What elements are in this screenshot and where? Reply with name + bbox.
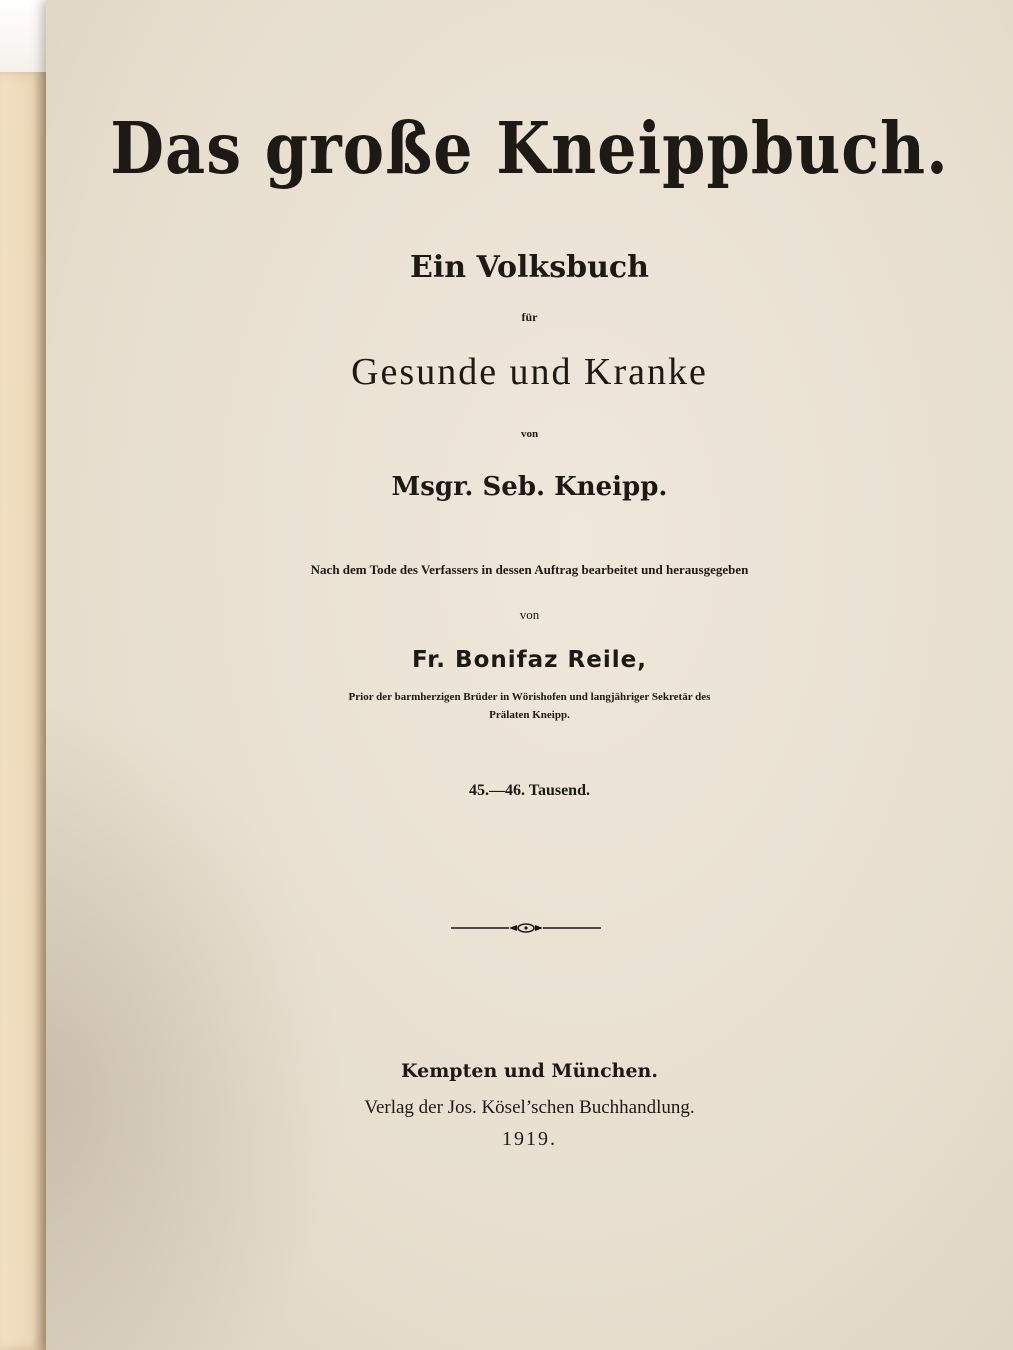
- publisher-line: Verlag der Jos. Kösel’schen Buchhandlung.: [364, 1097, 695, 1118]
- audience-line: Gesunde und Kranke: [351, 351, 708, 393]
- editor-role-line-2: Prälaten Kneipp.: [489, 709, 570, 721]
- by-word-editor: von: [519, 607, 540, 622]
- editor-name: Fr. Bonifaz Reile,: [412, 647, 647, 673]
- decorative-rule-icon: [451, 918, 601, 938]
- book-subtitle: Ein Volksbuch: [410, 250, 649, 285]
- author-name: Msgr. Seb. Kneipp.: [391, 472, 668, 502]
- editor-role: [46, 688, 1013, 724]
- place-of-publication: Kempten und München.: [401, 1060, 658, 1082]
- editor-note: Nach dem Tode des Verfassers in dessen Auftrag bearbeitet und herausgegeben: [310, 562, 749, 577]
- editor-role-line-1: Prior der barmherzigen Brüder in Wörishofen und langjähriger Sekretär des: [348, 691, 711, 703]
- title-page: [46, 0, 1013, 1350]
- book-title: Das große Kneippbuch.: [110, 106, 949, 191]
- previous-page-edge: [0, 72, 46, 1350]
- edition-count: 45.—46. Tausend.: [469, 782, 590, 799]
- by-word: von: [520, 428, 539, 440]
- for-word: für: [521, 310, 538, 324]
- publication-year: 1919.: [502, 1128, 557, 1150]
